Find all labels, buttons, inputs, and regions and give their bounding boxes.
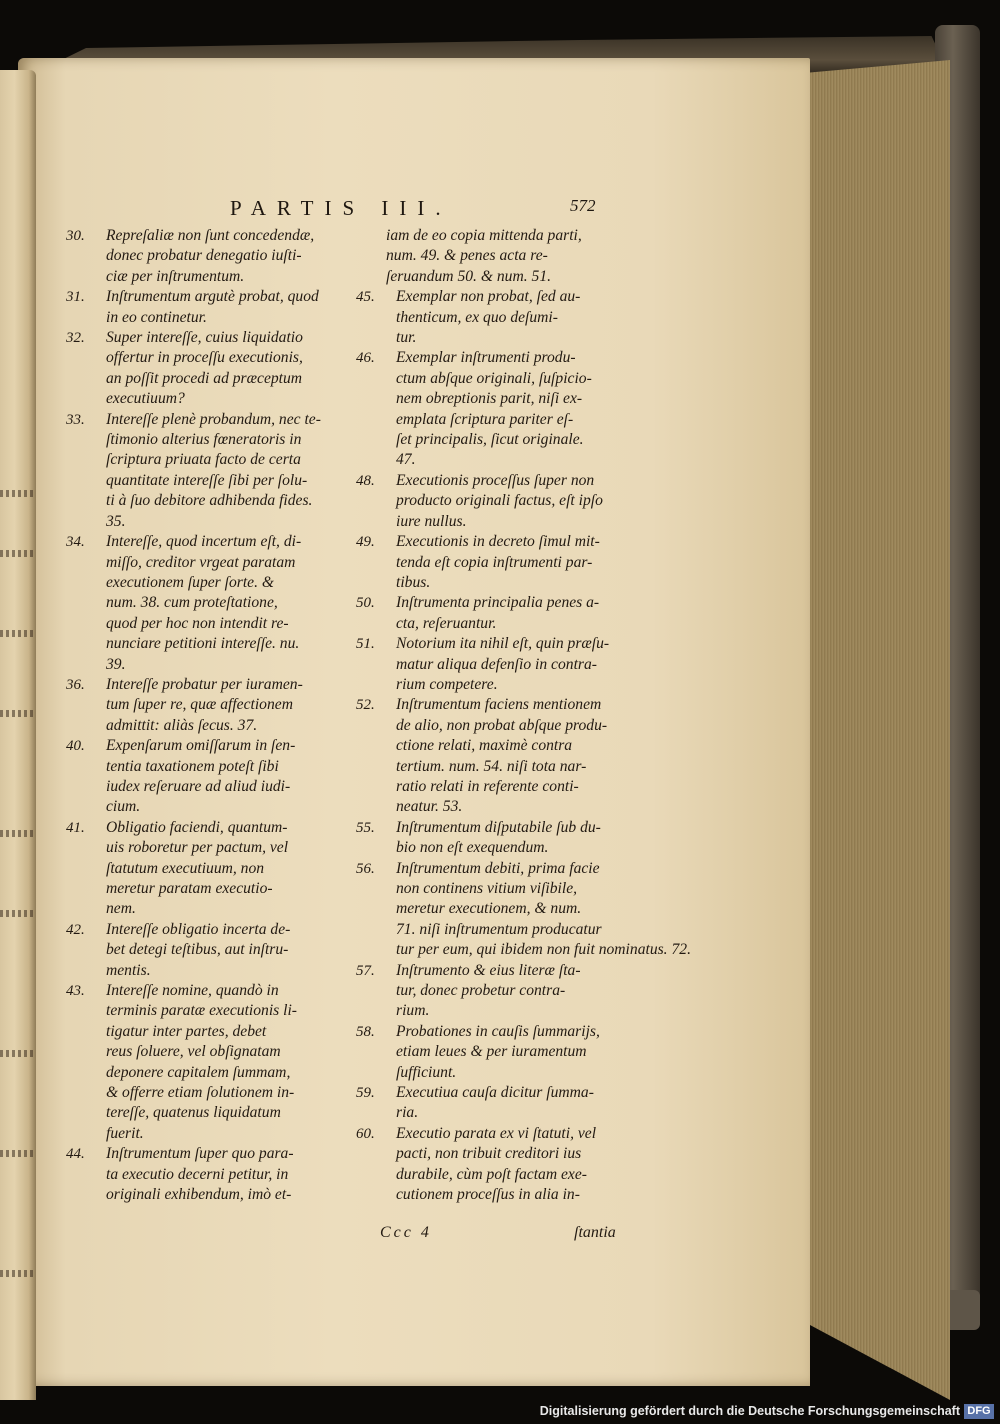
entry-line: durabile, cùm poſt factam exe- <box>396 1165 587 1183</box>
entry-line: donec probatur denegatio iuſti- <box>106 247 302 265</box>
index-entry <box>66 532 386 675</box>
entry-line: etiam leues & per iuramentum <box>396 1043 587 1061</box>
entry-text <box>396 634 676 695</box>
entry-text <box>396 287 676 348</box>
entry-line: Repreſaliæ non ſunt concedendæ, <box>106 227 315 244</box>
entry-text <box>396 859 691 961</box>
entry-text <box>396 1124 676 1206</box>
entry-line: quantitate intereſſe ſibi per ſolu- <box>106 471 308 489</box>
index-entry <box>66 818 386 920</box>
entry-number: 43. <box>66 983 85 1000</box>
entry-line: admittit: aliàs ſecus. 37. <box>106 716 258 734</box>
entry-text <box>396 818 676 859</box>
entry-text <box>396 348 676 470</box>
entry-line: reus ſoluere, vel obſignatam <box>106 1043 281 1061</box>
entry-line: producto originali factus, eſt ipſo <box>396 492 603 510</box>
entry-line: Inſtrumentum ſuper quo para- <box>106 1145 294 1163</box>
entry-text <box>106 818 386 920</box>
entry-line: Executio parata ex vi ſtatuti, vel <box>396 1124 597 1142</box>
entry-line: tereſſe, quatenus liquidatum <box>106 1104 281 1122</box>
entry-line: miſſo, creditor vrgeat paratam <box>106 553 296 571</box>
facing-text-fragment <box>0 1150 36 1157</box>
entry-line: uis roboretur per pactum, vel <box>106 839 289 857</box>
entry-text <box>106 410 386 532</box>
entry-line: Inſtrumentum argutè probat, quod <box>106 288 319 306</box>
entry-line: Exemplar non probat, ſed au- <box>396 288 581 306</box>
entry-line: in eo continetur. <box>106 308 207 326</box>
index-entry <box>356 961 676 1022</box>
index-entry <box>356 348 676 470</box>
entry-line: ctum abſque originali, ſuſpicio- <box>396 369 592 387</box>
entry-line: 47. <box>396 451 416 469</box>
entry-line: tentia taxationem poteſt ſibi <box>106 757 279 775</box>
entry-line: executiuum? <box>106 390 185 408</box>
index-entry <box>356 532 676 593</box>
entry-number: 32. <box>66 330 85 347</box>
entry-line: iam de eo copia mittenda parti, <box>386 227 582 244</box>
entry-line: Intereſſe obligatio incerta de- <box>106 920 291 938</box>
right-column <box>356 226 691 1206</box>
entry-line: ſet principalis, ſicut originale. <box>396 431 584 449</box>
entry-line: nunciare petitioni intereſſe. nu. <box>106 635 300 653</box>
entry-line: num. 49. & penes acta re- <box>386 247 548 265</box>
entry-text <box>106 328 386 410</box>
index-entry <box>66 675 386 736</box>
entry-number: 45. <box>356 289 375 306</box>
entry-line: tibus. <box>396 573 431 591</box>
entry-line: Inſtrumentum debiti, prima facie <box>396 859 600 877</box>
entry-line: matur aliqua defenſio in contra- <box>396 655 597 673</box>
entry-line: nem. <box>106 900 136 918</box>
entry-line: quod per hoc non intendit re- <box>106 614 289 632</box>
entry-line: ſtatutum executiuum, non <box>106 859 265 877</box>
facing-text-fragment <box>0 710 36 717</box>
entry-line: nem obreptionis parit, niſi ex- <box>396 390 583 408</box>
entry-line: tigatur inter partes, debet <box>106 1022 267 1040</box>
entry-line: Inſtrumenta principalia penes a- <box>396 594 600 612</box>
entry-text <box>106 532 386 675</box>
running-head: PARTIS III. <box>230 196 452 220</box>
facing-text-fragment <box>0 1270 36 1277</box>
index-entry <box>356 593 676 634</box>
entry-text <box>396 1083 676 1124</box>
entry-line: de alio, non probat abſque produ- <box>396 716 608 734</box>
entry-line: offertur in proceſſu executionis, <box>106 349 303 367</box>
entry-line: neatur. 53. <box>396 798 463 816</box>
entry-line: ſufficiunt. <box>396 1063 457 1081</box>
facing-text-fragment <box>0 630 36 637</box>
entry-line: ciæ per inſtrumentum. <box>106 267 245 285</box>
entry-number: 59. <box>356 1085 375 1102</box>
entry-line: fuerit. <box>106 1124 144 1142</box>
left-column <box>66 226 386 1206</box>
dfg-logo-icon: DFG <box>964 1404 994 1419</box>
entry-number: 33. <box>66 411 85 428</box>
entry-line: rium. <box>396 1002 430 1020</box>
entry-line: originali exhibendum, imò et- <box>106 1186 292 1204</box>
entry-line: iudex reſeruare ad aliud iudi- <box>106 777 291 795</box>
entry-line: ria. <box>396 1104 419 1122</box>
entry-number: 51. <box>356 636 375 653</box>
entry-text <box>106 287 386 328</box>
entry-line: executionem ſuper ſorte. & <box>106 573 275 591</box>
entry-text <box>106 736 386 818</box>
entry-line: pacti, non tribuit creditori ius <box>396 1145 582 1163</box>
entry-line: mentis. <box>106 961 151 979</box>
entry-line: ratio relati in referente conti- <box>396 777 579 795</box>
entry-line: thenticum, ex quo deſumi- <box>396 308 558 326</box>
facing-text-fragment <box>0 550 36 557</box>
entry-line: ſtimonio alterius fœneratoris in <box>106 431 302 449</box>
entry-text <box>106 1144 386 1205</box>
entry-line: ctione relati, maximè contra <box>396 737 573 755</box>
index-entry <box>356 471 676 532</box>
entry-line: cutionem proceſſus in alia in- <box>396 1186 580 1204</box>
entry-text <box>106 675 386 736</box>
entry-number: 57. <box>356 962 375 979</box>
index-entry <box>356 634 676 695</box>
entry-line: Notorium ita nihil eſt, quin præſu- <box>396 635 610 653</box>
entry-line: deponere capitalem ſummam, <box>106 1063 291 1081</box>
entry-line: cta, reſeruantur. <box>396 614 497 632</box>
index-entry <box>66 981 386 1144</box>
entry-line: ſcriptura priuata facto de certa <box>106 451 301 469</box>
entry-line: Inſtrumento & eius literæ ſta- <box>396 961 581 979</box>
entry-number: 49. <box>356 534 375 551</box>
index-entry <box>356 818 676 859</box>
entry-line: & offerre etiam ſolutionem in- <box>106 1084 295 1102</box>
index-entry <box>356 859 691 961</box>
signature-mark: Ccc 4 <box>380 1224 432 1241</box>
index-entry <box>356 287 676 348</box>
facing-text-fragment <box>0 1050 36 1057</box>
entry-number: 55. <box>356 819 375 836</box>
entry-text <box>386 226 676 287</box>
entry-line: terminis paratæ executionis li- <box>106 1002 298 1020</box>
entry-number: 56. <box>356 860 375 877</box>
entry-line: tur per eum, qui ibidem non fuit nominatus. 72. <box>396 941 691 959</box>
index-entry <box>356 695 676 817</box>
index-entry <box>66 736 386 818</box>
entry-line: Executiua cauſa dicitur ſumma- <box>396 1084 594 1102</box>
facing-text-fragment <box>0 490 36 497</box>
entry-line: bet detegi teſtibus, aut inſtru- <box>106 941 289 959</box>
entry-number: 36. <box>66 676 85 693</box>
entry-line: emplata ſcriptura pariter eſ- <box>396 410 574 428</box>
entry-line: meretur paratam executio- <box>106 880 273 897</box>
entry-line: tur. <box>396 329 417 347</box>
page-fore-edge <box>800 60 950 1400</box>
entry-line: 39. <box>106 655 126 673</box>
entry-number: 58. <box>356 1023 375 1040</box>
entry-number: 41. <box>66 819 85 836</box>
entry-line: Obligatio faciendi, quantum- <box>106 818 288 836</box>
credit-text: Digitalisierung gefördert durch die Deutsche Forschungsgemeinschaft <box>539 1404 960 1418</box>
entry-line: Inſtrumentum diſputabile ſub du- <box>396 818 601 836</box>
entry-line: Inſtrumentum faciens mentionem <box>396 696 602 714</box>
entry-number: 42. <box>66 921 85 938</box>
catchword: ſtantia <box>574 1224 616 1241</box>
entry-line: Intereſſe plenè probandum, nec te- <box>106 410 321 428</box>
entry-line: tertium. num. 54. niſi tota nar- <box>396 757 587 775</box>
index-entry <box>356 226 676 287</box>
index-entry <box>356 1124 676 1206</box>
entry-line: rium competere. <box>396 675 498 693</box>
index-entry <box>66 1144 386 1205</box>
entry-number: 60. <box>356 1125 375 1142</box>
entry-text <box>396 471 676 532</box>
entry-line: tenda eſt copia inſtrumenti par- <box>396 553 593 571</box>
entry-line: ta executio decerni petitur, in <box>106 1165 289 1183</box>
credit-bar <box>0 1400 1000 1424</box>
page-number: 572 <box>570 196 596 215</box>
entry-number: 44. <box>66 1146 85 1163</box>
index-entry <box>356 1022 676 1083</box>
entry-line: Executionis in decreto ſimul mit- <box>396 533 600 551</box>
entry-text <box>396 961 676 1022</box>
entry-line: Intereſſe probatur per iuramen- <box>106 675 303 693</box>
entry-number: 50. <box>356 595 375 612</box>
entry-line: an poſſit procedi ad præceptum <box>106 369 303 387</box>
entry-line: ſeruandum 50. & num. 51. <box>386 267 552 285</box>
facing-text-fragment <box>0 830 36 837</box>
entry-line: bio non eſt exequendum. <box>396 839 549 857</box>
entry-text <box>396 532 676 593</box>
entry-text <box>106 981 386 1144</box>
entry-number: 48. <box>356 472 375 489</box>
entry-text <box>106 920 386 981</box>
entry-text <box>106 226 386 287</box>
entry-line: iure nullus. <box>396 512 467 530</box>
entry-line: non continens vitium viſibile, <box>396 880 578 897</box>
entry-line: Intereſſe, quod incertum eſt, di- <box>106 533 302 551</box>
entry-number: 40. <box>66 738 85 755</box>
entry-line: Super intereſſe, cuius liquidatio <box>106 329 303 347</box>
entry-number: 52. <box>356 697 375 714</box>
entry-number: 30. <box>66 228 85 244</box>
index-entry <box>66 226 386 287</box>
entry-line: Executionis proceſſus ſuper non <box>396 471 595 489</box>
entry-number: 31. <box>66 289 85 306</box>
entry-text <box>396 593 676 634</box>
entry-line: tum ſuper re, quæ affectionem <box>106 696 293 714</box>
entry-line: Intereſſe nomine, quandò in <box>106 982 279 1000</box>
entry-text <box>396 1022 676 1083</box>
index-entry <box>66 328 386 410</box>
entry-number: 46. <box>356 350 375 367</box>
index-entry <box>66 410 386 532</box>
entry-number: 34. <box>66 534 85 551</box>
entry-line: cium. <box>106 798 141 816</box>
entry-line: Exemplar inſtrumenti produ- <box>396 349 576 367</box>
facing-page-fragment <box>0 70 36 1400</box>
index-entry <box>66 920 386 981</box>
entry-text <box>396 695 676 817</box>
entry-line: 71. niſi inſtrumentum producatur <box>396 920 602 938</box>
entry-line: tur, donec probetur contra- <box>396 982 566 1000</box>
entry-line: ti à ſuo debitore adhibenda fides. <box>106 492 313 510</box>
entry-line: 35. <box>106 512 126 530</box>
index-entry <box>356 1083 676 1124</box>
facing-text-fragment <box>0 910 36 917</box>
entry-line: num. 38. cum proteſtatione, <box>106 594 278 612</box>
entry-line: meretur executionem, & num. <box>396 900 582 918</box>
entry-line: Expenſarum omiſſarum in ſen- <box>106 737 296 755</box>
index-entry <box>66 287 386 328</box>
entry-line: Probationes in cauſis ſummarijs, <box>396 1022 600 1040</box>
